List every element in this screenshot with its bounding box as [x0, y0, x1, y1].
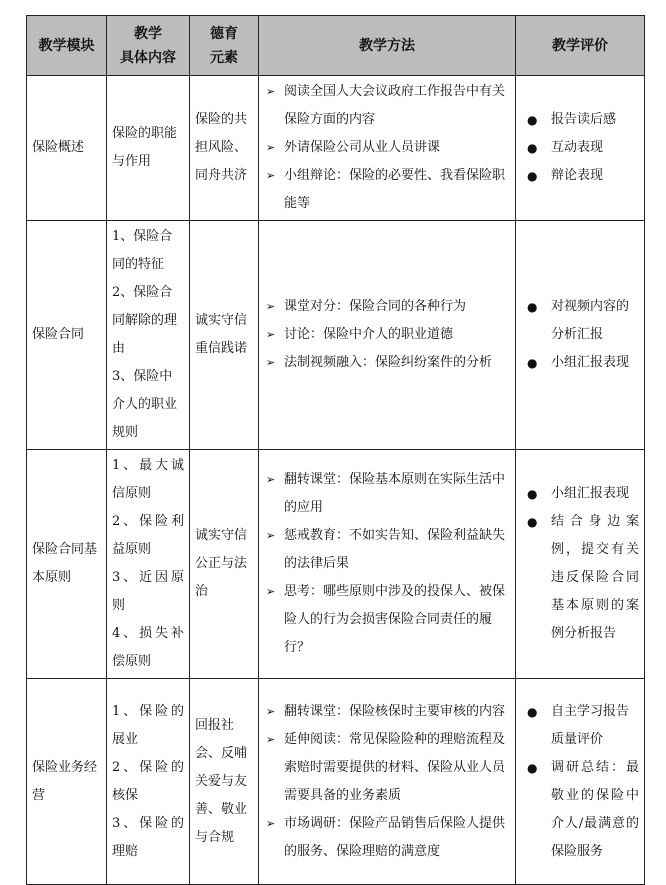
- method-cell: [259, 76, 516, 221]
- evaluation-item: ● 小组汇报表现: [521, 480, 639, 508]
- header-method: 教学方法: [259, 16, 516, 76]
- arrow-right-icon: ➢: [266, 816, 276, 830]
- header-moral: 德育 元素: [190, 16, 259, 76]
- table-row: [27, 450, 645, 679]
- method-item: ➢ 市场调研：保险产品销售后保险人提供的服务、保险理赔的满意度: [264, 810, 510, 866]
- arrow-right-icon: ➢: [266, 356, 276, 369]
- bullet-dot-icon: ●: [527, 300, 538, 314]
- arrow-right-icon: ➢: [266, 328, 276, 341]
- method-item: ➢ 法制视频融入：保险纠纷案件的分析: [264, 349, 510, 377]
- evaluation-cell: [516, 221, 645, 450]
- method-item: ➢ 小组辩论：保险的必要性、我看保险职能等: [264, 162, 510, 218]
- evaluation-item: ● 互动表现: [521, 134, 639, 162]
- bullet-dot-icon: ●: [527, 760, 538, 775]
- bullet-dot-icon: ●: [527, 141, 538, 155]
- method-item: ➢ 课堂对分：保险合同的各种行为: [264, 293, 510, 321]
- method-item: ➢ 讨论：保险中介人的职业道德: [264, 321, 510, 349]
- method-item: ➢ 外请保险公司从业人员讲课: [264, 134, 510, 162]
- evaluation-item: ● 调研总结：最敬业的保险中介人/最满意的保险服务: [521, 754, 639, 866]
- method-cell: [259, 221, 516, 450]
- arrow-right-icon: ➢: [266, 529, 276, 542]
- module-cell: 保险合同基本原则: [27, 450, 107, 679]
- content-cell: 保险的职能与作用: [107, 76, 190, 221]
- evaluation-item: ● 自主学习报告质量评价: [521, 698, 639, 754]
- evaluation-item: ● 对视频内容的分析汇报: [521, 293, 639, 349]
- method-cell: [259, 679, 516, 885]
- header-content: 教学 具体内容: [107, 16, 190, 76]
- content-cell: 1、保险的展业 2、保险的核保 3、保险的理赔: [107, 679, 190, 885]
- bullet-dot-icon: ●: [527, 487, 538, 501]
- method-item: ➢ 翻转课堂：保险基本原则在实际生活中的应用: [264, 466, 510, 522]
- evaluation-cell: [516, 450, 645, 679]
- table-row: [27, 76, 645, 221]
- arrow-right-icon: ➢: [266, 473, 276, 486]
- module-cell: 保险概述: [27, 76, 107, 221]
- method-item: ➢ 阅读全国人大会议政府工作报告中有关保险方面的内容: [264, 78, 510, 134]
- arrow-right-icon: ➢: [266, 169, 276, 182]
- moral-cell: 回报社会、反哺关爱与友善、敬业与合规: [190, 679, 259, 885]
- table-row: [27, 679, 645, 885]
- bullet-dot-icon: ●: [527, 113, 538, 127]
- module-cell: 保险合同: [27, 221, 107, 450]
- moral-cell: 诚实守信重信践诺: [190, 221, 259, 450]
- curriculum-table: [26, 15, 645, 885]
- header-evaluation: 教学评价: [516, 16, 645, 76]
- evaluation-item: ● 小组汇报表现: [521, 349, 639, 377]
- evaluation-cell: [516, 679, 645, 885]
- header-row: [27, 16, 645, 76]
- arrow-right-icon: ➢: [266, 85, 276, 98]
- moral-cell: 保险的共担风险、同舟共济: [190, 76, 259, 221]
- method-item: ➢ 思考：哪些原则中涉及的投保人、被保险人的行为会损害保险合同责任的履行？: [264, 578, 510, 662]
- content-cell: 1、最大诚信原则 2、保险利益原则 3、近因原则 4、损失补偿原则: [107, 450, 190, 679]
- arrow-right-icon: ➢: [266, 585, 276, 598]
- bullet-dot-icon: ●: [527, 169, 538, 183]
- bullet-dot-icon: ●: [527, 356, 538, 370]
- arrow-right-icon: ➢: [266, 704, 276, 718]
- evaluation-item: ● 辩论表现: [521, 162, 639, 190]
- evaluation-item: ● 报告读后感: [521, 106, 639, 134]
- method-item: ➢ 延伸阅读：常见保险险种的理赔流程及索赔时需要提供的材料、保险从业人员需要具备的业务素质: [264, 726, 510, 810]
- table-row: [27, 221, 645, 450]
- bullet-dot-icon: ●: [527, 515, 538, 529]
- content-cell: 1、保险合同的特征 2、保险合同解除的理由 3、保险中介人的职业规则: [107, 221, 190, 450]
- module-cell: 保险业务经营: [27, 679, 107, 885]
- method-item: ➢ 翻转课堂：保险核保时主要审核的内容: [264, 698, 510, 726]
- bullet-dot-icon: ●: [527, 704, 538, 719]
- evaluation-cell: [516, 76, 645, 221]
- moral-cell: 诚实守信公正与法治: [190, 450, 259, 679]
- method-item: ➢ 惩戒教育：不如实告知、保险利益缺失的法律后果: [264, 522, 510, 578]
- evaluation-item: ● 结合身边案例，提交有关违反保险合同基本原则的案例分析报告: [521, 508, 639, 648]
- arrow-right-icon: ➢: [266, 732, 276, 746]
- arrow-right-icon: ➢: [266, 141, 276, 154]
- arrow-right-icon: ➢: [266, 300, 276, 313]
- header-module: 教学模块: [27, 16, 107, 76]
- method-cell: [259, 450, 516, 679]
